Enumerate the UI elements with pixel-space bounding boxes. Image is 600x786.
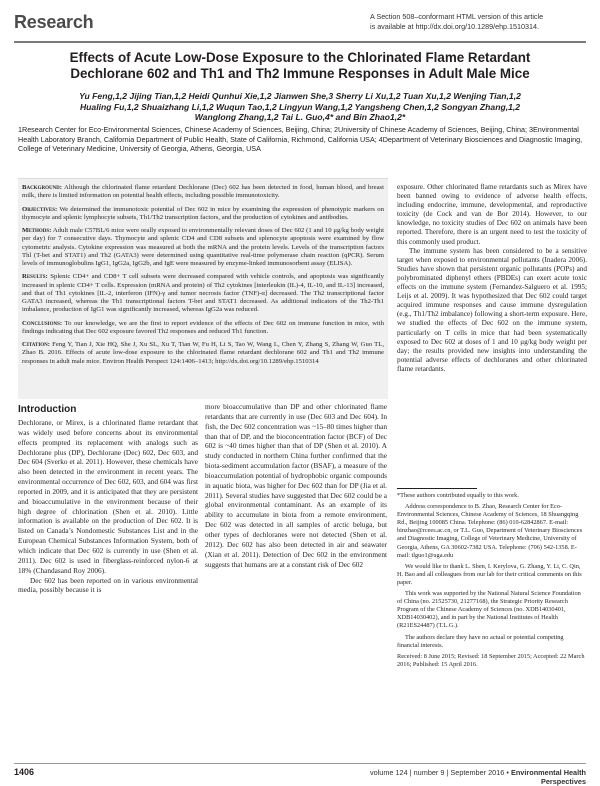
objectives-text: We determined the immunotoxic potential of Dec 602 in mice by examining the expression of phenotypic markers on thymocyte and splenic lymphocyte subsets, Th1/Th2 transcription factors, and the production of cytokines and antibodies. [22,205,384,221]
equal-contribution-note: *These authors contributed equally to this work. [397,492,519,499]
background-label: Background: [22,184,63,191]
html-version-notice [370,12,592,31]
footer-volume: volume 124 [369,768,408,777]
authors-line-2: Hualing Fu,1,2 Shuaizhang Li,1,2 Wuqun Tao,1,2 Lingyun Wang,1,2 Yangsheng Chen,1,2 Songyan Zhang,1,2 [79,101,521,112]
abstract-citation-section [22,341,384,366]
article-dates: Received: 8 June 2015; Revised: 18 September 2015; Accepted: 22 March 2016; Published: 15 April 2016. [397,652,585,668]
title-line-2: Dechlorane 602 and Th1 and Th2 Immune Responses in Adult Male Mice [70,65,530,81]
right-column-text [397,183,587,374]
competing-interests-note: The authors declare they have no actual or potential competing financial interests. [397,633,564,649]
title-line-1: Effects of Acute Low-Dose Exposure to the Chlorinated Flame Retardant [69,50,531,65]
article-title [14,50,586,81]
authors-line-1: Yu Feng,1,2 Jijing Tian,1,2 Heidi Qunhui Xie,1,2 Jianwen She,3 Sherry Li Xu,1,2 Tuan Xu,1,2 Wenjing Tian,1,2 [79,91,521,101]
footnotes [397,492,587,672]
header-rule [14,41,586,43]
correspondence-note: Address correspondence to B. Zhao, Research Center for Eco-Environmental Sciences, Chinese Academy of Sciences, 18 Shuangqing Rd., Beijing 100085 China. Telephone: (86) 010-62842867. E-mail: binzhao@rcees.ac.cn, or T.L. Guo, Department of Veterinary Biosciences and Diagnostic Imaging, College of Veterinary Medicine, University of Georgia, Athens, GA 30602-7382 USA. Telephone: (706) 542-1358. E-mail: tlguo1@uga.edu [397,503,583,559]
footer-number: number 9 [413,768,445,777]
objectives-label: Objectives: [22,205,58,213]
conclusions-text: To our knowledge, we are the first to report evidence of the effects of Dec 602 on immune function in mice, with findings indicating that Dec 602 exposure favored Th2 responses and reduced Th1 function. [22,319,384,335]
results-text: Splenic CD4+ and CD8+ T cell subsets were decreased compared with vehicle controls, and apoptosis was significantly increased in splenic CD4+ T cells. Expression (mRNA and protein) of Th2 cytokines [interleukin (IL)-4, IL-10, and IL-13] increased, and that of Th1 cytokines [IL-2, interferon (IFN)-γ and tumor necrosis factor (TNF)-α] decreased. The Th2 transcriptional factor GATA3 increased, whereas the Th1 transcriptional factors T-bet and STAT1 decreased. As additional indicators of the Th2-Th1 imbalance, production of IgG1 was significantly increased, whereas IgG2a was reduced. [22,273,385,314]
section-label: Research [14,12,94,32]
footer-rule [14,763,586,764]
intro-paragraph-1: Dechlorane, or Mirex, is a chlorinated flame retardant that was widely used before concerns about its environmental effects prompted its replacement with analogs such as Dechlorane plus (DP), Dechlorane (Dec) 602, Dec 603, and Dec 604 (Sverko et al. 2011). However, these chemicals have also been detected in the environment in recent years. The environmental occurrence of Dec 602, 603, and 604 was first reported in 2009, and it is anticipated that they are persistent and bioaccumulative in the environment because of their high degree of chlorination (Shen et al. 2010). Little information is available on the production of Dec 602. It is listed on Canada’s Nondomestic Substances List and in the European Chemical Substances Information System, both of which indicate that Dec 602 is currently in use (Shen et al. 2011). Dec 602 is used in fiberglass-reinforced nylon-6 at 18% (Chandasand Roy 2006). [18,418,198,575]
journal-footer: volume 124 | number 9 | September 2016 • Environmental Health Perspectives [369,768,586,786]
abstract-conclusions-section [22,320,384,337]
background-text: Although the chlorinated flame retardant Dechlorane (Dec) 602 has been detected in food, human blood, and breast milk, there is limited information on potential health effects, including possible immunotoxicity. [22,184,384,200]
methods-label: Methods: [22,227,52,234]
introduction-column-2 [205,402,387,569]
funding-note: This work was supported by the National Natural Science Foundation of China (no. 21525730, 21277168), the Strategic Priority Research Program of the Chinese Academy of Sciences (no. XDB14030401, XDB14030402), and in part by the National Institutes of Health (R21ES24487) (T.L.G.). [397,590,581,630]
citation-text[interactable]: Feng Y, Tian J, Xie HQ, She J, Xu SL, Xu T, Tian W, Fu H, Li S, Tao W, Wang L, Chen Y, Zhang S, Zhang W, Guo TL, Zhao B. 2016. Effects of acute low-dose exposure to the chlorinated flame retardant dechlorane 602 and Th1 and Th2 immune responses in adult male mice. Environ Health Perspect 124:1406–1413; http://dx.doi.org/10.1289/ehp.1510314 [22,341,384,365]
footnote-rule [397,488,477,489]
abstract-objectives-section [22,206,384,223]
footer-journal: Environmental Health Perspectives [510,768,586,786]
introduction-column-1 [18,418,198,595]
citation-label: Citation: [22,341,50,348]
affiliations: 1Research Center for Eco-Environmental Sciences, Chinese Academy of Sciences, Beijing, China; 2University of Chinese Academy of Sciences, Beijing, China; 3Environmental Health Laboratory Branch, California Department of Public Health, State of California, Richmond, California USA; 4Department of Veterinary Biosciences and Diagnostic Imaging, College of Veterinary Medicine, University of Georgia, Athens, Georgia, USA [18,125,583,154]
abstract-results-section [22,273,384,314]
notice-line-1: A Section 508–conformant HTML version of this article [370,12,544,21]
results-label: Results: [22,273,48,281]
conclusions-label: Conclusions: [22,319,63,327]
abstract-background-section [22,184,384,201]
abstract-methods-section [22,227,384,268]
intro-paragraph-2: Dec 602 has been reported on in various environmental media, possibly because it is [18,575,198,595]
page-number: 1406 [14,767,35,777]
right-paragraph-1: exposure. Other chlorinated flame retardants such as Mirex have been banned owing to evidence of adverse health effects, including endocrine, immune, developmental, and reproductive toxicity (de Cock and van de Bor 2014). However, to our knowledge, no toxicity studies of Dec 602 on animals have been reported. Therefore, there is an urgent need to test the toxicity of this commonly used product. [397,183,587,246]
abstract [22,184,384,371]
authors-line-3: Wanglong Zhang,1,2 Tai L. Guo,4* and Bin Zhao1,2* [194,112,406,123]
intro-paragraph-3: more bioaccumulative than DP and other chlorinated flame retardants that are currently in use (Dec 603 and Dec 604). In fish, the Dec 602 concentration was ~15–80 times higher than than that of DP, and the bioconcentration factor (BCF) of Dec 602 is ~40 times higher than that of DP (Shen et al. 2010). A study conducted in northern China further confirmed that the biota-sediment accumulation factor (BSAF), a measure of the bioaccumulation potential of hydrophobic organic compounds in aquatic biota, was higher for Dec 602 than for DP (Jia et al. 2011). Several studies have suggested that Dec 602 could be a global environmental contaminant. As an example of its ability to accumulate in biota from a remote environment, Dec 602 was detected in all samples of arctic beluga, but other types of dechloranes were not detected (Shen et al. 2012). Dec 602 has also been detected in air and seawater (Xian et al. 2011). Detection of Dec 602 in the environment suggests that humans are at a constant risk of Dec 602 [205,402,387,569]
author-list [14,91,586,123]
introduction-heading: Introduction [18,404,77,415]
acknowledgements-note: We would like to thank L. Shen, I. Kerylova, G. Zhang, Y. Li, C. Qin, H. Bao and all colleagues from our lab for their critical comments on this paper. [397,562,582,586]
methods-text: Adult male C57BL/6 mice were orally exposed to environmentally relevant doses of Dec 602 (1 and 10 μg/kg body weight per day) for 7 consecutive days. Thymocyte and splenic CD4 and CD8 subsets and splenocyte apoptosis were examined by flow cytometric analysis. Cytokine expression was measured at both the mRNA and the protein levels. Levels of the transcription factors Thl (T-bet and STAT1) and Th2 (GATA3) were determined using quantitative real-time polymerase chain reaction (qPCR). Serum levels of immunoglobulins IgG1, IgG2a, IgG2b, and IgE were measured by enzyme-linked immunosorbent assay (ELISA). [22,227,384,267]
notice-line-2[interactable]: is available at http://dx.doi.org/10.1289/ehp.1510314. [370,21,540,31]
right-paragraph-2: The immune system has been considered to be a sensitive target when exposed to environmental pollutants (Inadera 2006). Studies have shown that persistent organic pollutants (POPs) and polybrominated diphenyl ethers (PBDEs) can exert acute toxic effects on the immune system (Fernandez-Salguero et al. 1995; Leijs et al. 2009). It was hypothesized that Dec 602 could target acquired immune responses and cause immune dysregulation (e.g., Th1/Th2 imbalance) following a short-term exposure. Here, we studied the effects of Dec 602 on the immune system, particularly on T cells in mice that had been systematically exposed to Dec 602 at doses of 1 and 10 μg/kg body weight per day; the results provided new insights into understanding the potential adverse effects of dechloranes and other chlorinated flame retardants. [397,246,587,373]
footer-date: September 2016 [450,768,505,777]
